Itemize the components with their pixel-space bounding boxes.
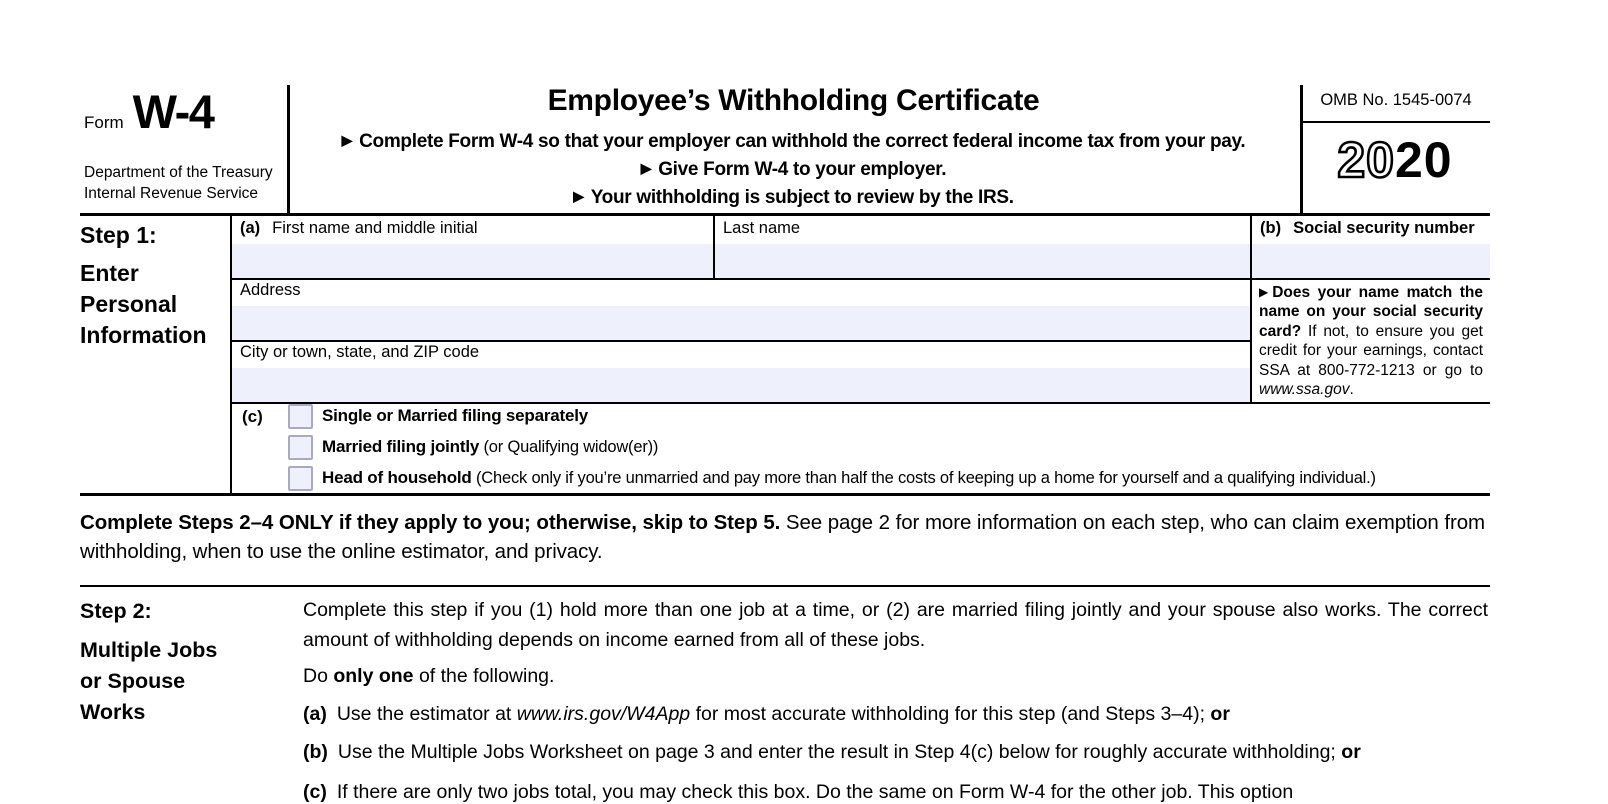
agency-block [84, 163, 273, 204]
tax-year [1300, 132, 1490, 188]
filing-status-tag: (c) [242, 407, 263, 426]
step2-intro: Complete this step if you (1) hold more than one job at a time, or (2) are married filing jointly and your spouse also works. The correct amount of withholding depends on income earned from all of these jobs. [303, 599, 1488, 651]
header-divider-left [287, 85, 290, 214]
pointer-icon: ▶ [573, 188, 584, 204]
step1-label: Step 1: [80, 222, 157, 248]
ssn-column-divider [1250, 213, 1252, 402]
checkbox-married-jointly-label: Married filing jointly (or Qualifying widow(er)) [322, 437, 659, 456]
tax-year-outline: 20 [1337, 132, 1395, 188]
step2-sublabel-1: Multiple Jobs [80, 638, 218, 662]
instruction-bullet-2: ▶ Give Form W-4 to your employer. [287, 155, 1300, 183]
checkbox-head-of-household-label: Head of household (Check only if you’re unmarried and pay more than half the costs of keeping up a home for yourself and a qualifying individual.) [322, 468, 1376, 487]
checkbox-married-jointly[interactable] [288, 435, 313, 460]
last-name-label: Last name [723, 219, 801, 237]
pointer-icon: ▶ [341, 132, 353, 148]
checkbox-single[interactable] [288, 404, 313, 429]
step1-sublabel-2: Personal [80, 291, 178, 317]
pointer-icon: ▶ [1259, 285, 1269, 299]
omb-number: OMB No. 1545-0074 [1320, 91, 1472, 109]
form-id-block [84, 85, 214, 138]
instruction-bullet-1: ▶ Complete Form W-4 so that your employer can withhold the correct federal income tax from your pay. [287, 127, 1300, 155]
estimator-url: www.irs.gov/W4App [516, 703, 691, 725]
city-label: City or town, state, and ZIP code [240, 343, 480, 361]
form-word-label: Form [84, 113, 124, 132]
step2-sublabel-2: or Spouse [80, 669, 186, 693]
first-name-label: (a) First name and middle initial [240, 219, 478, 237]
row1-bottom-border [230, 278, 1490, 280]
city-field[interactable] [232, 368, 1250, 402]
step2-label: Step 2: [80, 599, 152, 623]
name-match-body: If not, to ensure you get credit for your earnings, contact SSA at 800-772-1213 or go to [1259, 322, 1483, 379]
tax-year-bold: 20 [1395, 132, 1453, 188]
last-name-field[interactable] [715, 244, 1250, 278]
name-match-note: ▶ Does your name match the name on your social security card? If not, to ensure you get credit for your earnings, contact SSA at 800-772-1213 or go to www.ssa.gov. [1259, 284, 1483, 399]
step2-option-b: (b) Use the Multiple Jobs Worksheet on page 3 and enter the result in Step 4(c) below for roughly accurate withholding; or [303, 741, 1361, 763]
step2-do-only-one: Do only one of the following. [303, 665, 555, 687]
row2-bottom-border [230, 340, 1251, 342]
step2-top-border [80, 585, 1490, 587]
interstep-note: Complete Steps 2–4 ONLY if they apply to you; otherwise, skip to Step 5. See page 2 for more information on each step, who can claim exemption from withholding, when to use the online estimator, and privacy. [80, 511, 1485, 563]
row3-bottom-border [230, 402, 1490, 404]
step1-bottom-border [80, 493, 1490, 496]
form-number: W-4 [132, 85, 214, 138]
ssa-url: www.ssa.gov [1259, 381, 1350, 399]
step1-sublabel-3: Information [80, 322, 207, 348]
checkbox-single-label: Single or Married filing separately [322, 406, 589, 425]
form-title: Employee’s Withholding Certificate [547, 84, 1040, 117]
ssn-field[interactable] [1252, 244, 1490, 278]
form-instructions [287, 127, 1300, 211]
step2-option-a: (a) Use the estimator at www.irs.gov/W4App for most accurate withholding for this step (and Steps 3–4); or [303, 703, 1230, 725]
step2-label-block [80, 596, 300, 728]
agency-line-1: Department of the Treasury [84, 164, 273, 181]
name-match-question: Does your name match the name on your social security card? [1259, 284, 1483, 340]
checkbox-head-of-household[interactable] [288, 466, 313, 491]
first-name-field[interactable] [232, 244, 713, 278]
step2-option-c: (c) If there are only two jobs total, you may check this box. Do the same on Form W-4 for the other job. This option [303, 781, 1294, 803]
ssn-label: (b) Social security number [1260, 219, 1475, 237]
address-label: Address [240, 281, 301, 299]
header-divider-right [1300, 85, 1303, 214]
step1-sublabel-1: Enter [80, 260, 139, 286]
omb-divider [1300, 121, 1490, 123]
step1-label-block [80, 220, 228, 351]
instruction-bullet-3: ▶ Your withholding is subject to review by the IRS. [287, 183, 1300, 211]
pointer-icon: ▶ [640, 160, 652, 176]
agency-line-2: Internal Revenue Service [84, 184, 259, 202]
step1-top-border [80, 213, 1490, 216]
address-field[interactable] [232, 306, 1250, 340]
step2-sublabel-3: Works [80, 700, 146, 724]
